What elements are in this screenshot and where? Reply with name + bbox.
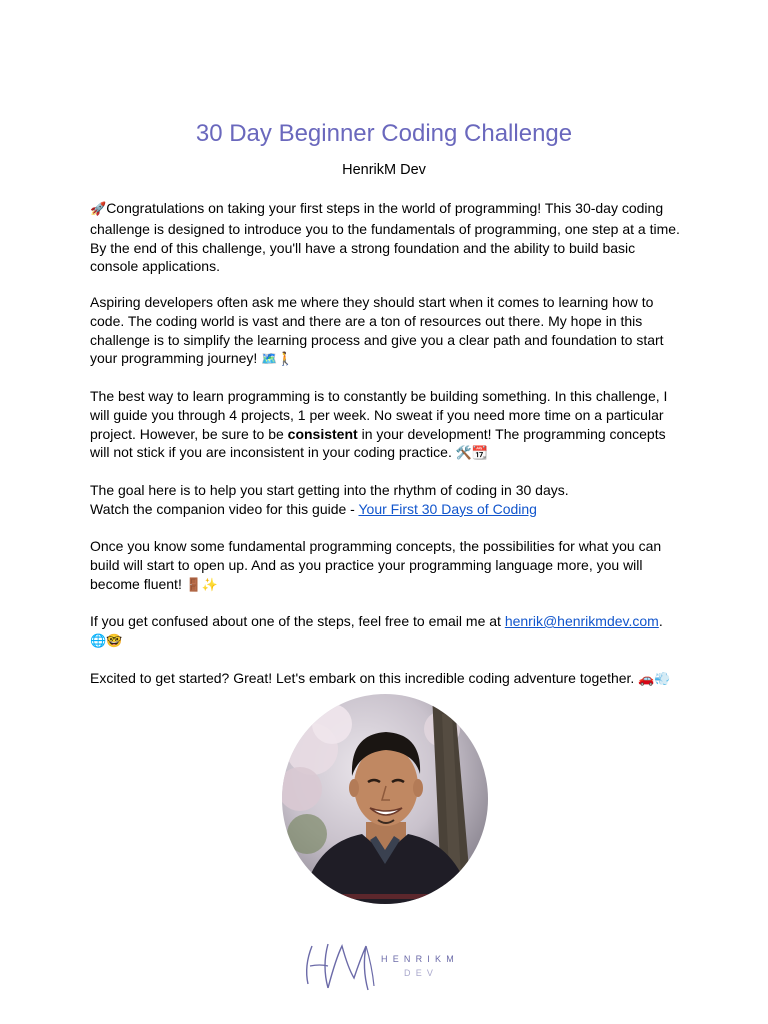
logo-name-text: HENRIKM [381,954,459,964]
closing-text: Excited to get started? Great! Let's embark on this incredible coding adventure together. [90,670,635,686]
closing-paragraph [90,669,680,690]
intro-paragraph [90,199,680,276]
hm-monogram-icon [302,938,378,994]
author-photo [282,694,488,904]
goal-paragraph [90,481,680,519]
contact-period: . [658,613,663,629]
email-link[interactable]: henrik@henrikmdev.com [504,613,659,629]
author-name: HenrikM Dev [342,162,426,178]
tools-calendar-icon: 🛠️📆 [455,446,489,462]
consistent-emphasis: consistent [287,425,358,442]
projects-paragraph [90,387,680,464]
contact-paragraph [90,612,680,652]
intro-text: Congratulations on taking your first steps in the world of programming! This 30-day coding challenge is designed to introduce you to the fundamentals of programming, one step at a time. By the end of this challenge, you'll have a strong foundation and the ability to build basic console applications. [90,200,680,275]
globe-nerd-icon: 🌐🤓 [90,633,123,649]
possibilities-text: Once you know some fundamental programming concepts, the possibilities for what you can build will start to open up. And as you practice your programming language more, you will become fluent! [90,538,662,592]
author-portrait-image [282,694,488,904]
car-dash-icon: 🚗💨 [638,672,671,687]
companion-video-link[interactable]: Your First 30 Days of Coding [358,500,537,517]
possibilities-paragraph [90,537,680,595]
rocket-icon: 🚀 [90,202,107,217]
goal-text: The goal here is to help you start getting into the rhythm of coding in 30 days. [90,482,569,498]
door-sparkles-icon: 🚪✨ [185,577,219,593]
logo-sub-text: DEV [404,968,439,978]
projects-text-after: in your development! The programming concepts will not stick if you are inconsistent in your coding practice. [90,425,666,461]
motivation-paragraph [90,293,680,370]
brand-logo [302,938,468,994]
video-prefix: Watch the companion video for this guide - [90,500,359,517]
contact-text: If you get confused about one of the steps, feel free to email me at [90,613,505,629]
page-title: 30 Day Beginner Coding Challenge [195,120,573,147]
motivation-text: Aspiring developers often ask me where they should start when it comes to learning how to code. The coding world is vast and there are a ton of resources out there. My hope in this challenge is to simplify the learning process and give you a clear path and foundation to start your programming journey! [90,294,664,367]
projects-text-before: The best way to learn programming is to constantly be building something. In this challenge, I will guide you through 4 projects, 1 per week. No sweat if you need more time on a particular project. However, be sure to be [90,388,668,442]
map-walker-icon: 🗺️🚶 [261,352,294,368]
